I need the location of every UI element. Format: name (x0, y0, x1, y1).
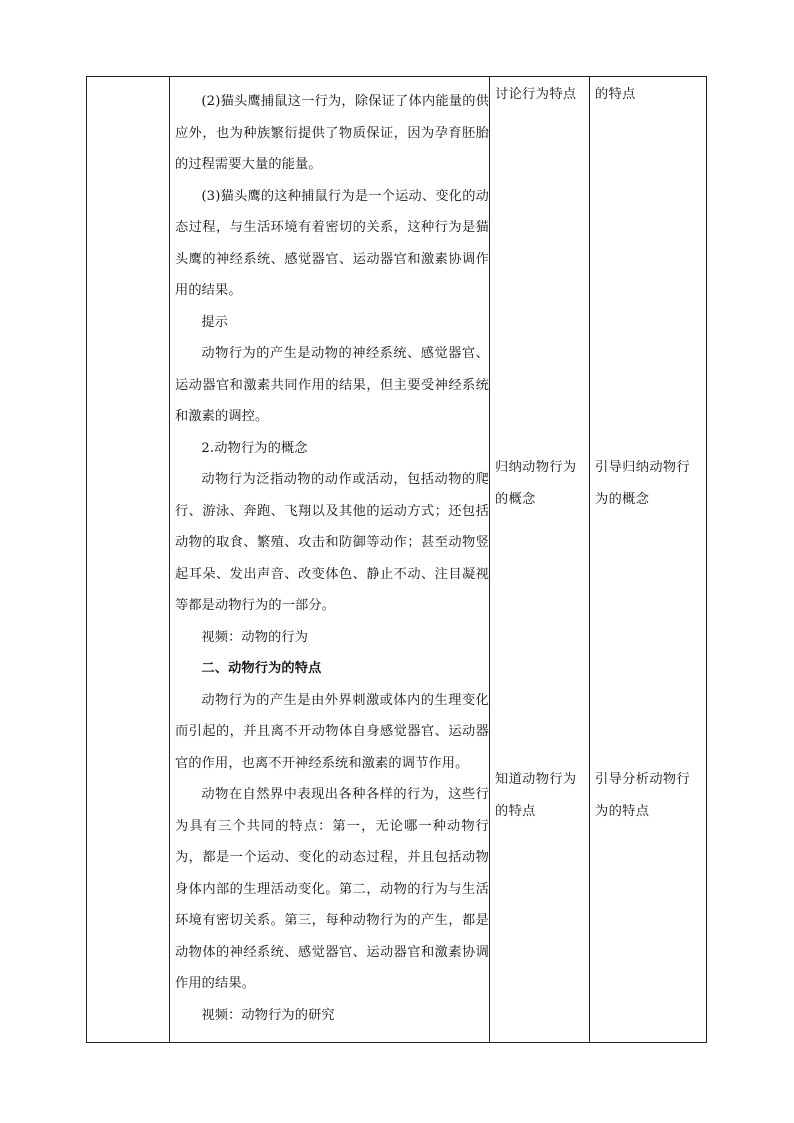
paragraph: 动物在自然界中表现出各种各样的行为，这些行为具有三个共同的特点：第一，无论哪一种动物行为，都是一个运动、变化的动态过程，并且包括动物身体内部的生理活动变化。第二，动物的行为与生活环境有密切关系。第三，每种动物行为的产生，都是动物体的神经系统、感觉器官、运动器官和激素协调作用的结果。 (175, 787, 489, 991)
student-activity-line: 讨论行为特点 (495, 87, 577, 102)
teacher-activity-line: 引导分析动物行 (595, 772, 691, 787)
teacher-activity-line: 为的概念 (595, 491, 650, 507)
paragraph: 动物行为的产生是由外界刺激或体内的生理变化而引起的，并且离不开动物体自身感觉器官、运动器官的作用，也离不开神经系统和激素的调节作用。 (175, 692, 489, 771)
video-caption: 视频：动物行为的研究 (201, 1007, 335, 1023)
student-activity-line: 知道动物行为 (495, 772, 577, 787)
teacher-activity (595, 764, 690, 827)
column-divider (489, 77, 490, 1042)
paragraph: (2)猫头鹰捕鼠这一行为，除保证了体内能量的供应外，也为种族繁衍提供了物质保证，因为孕育胚胎的过程需要大量的能量。 (175, 94, 489, 172)
paragraph: 动物行为的产生是动物的神经系统、感觉器官、运动器官和激素共同作用的结果，但主要受神经系统和激素的调控。 (175, 346, 489, 424)
student-activity (495, 764, 577, 827)
teacher-activity-line: 的特点 (595, 87, 636, 102)
teacher-activity (595, 79, 636, 111)
paragraph: 提示 (201, 314, 229, 330)
paragraph: 动物行为泛指动物的动作或活动，包括动物的爬行、游泳、奔跑、飞翔以及其他的运动方式；还包括动物的取食、繁殖、攻击和防御等动作；甚至动物竖起耳朵、发出声音、改变体色、静止不动、注目凝视等都是动物行为的一部分。 (175, 472, 489, 613)
teacher-activity-line: 为的特点 (595, 803, 650, 819)
column-divider (169, 77, 170, 1042)
student-activity-line: 的概念 (495, 491, 536, 507)
teacher-activity (595, 452, 690, 515)
section-subheading: 2.动物行为的概念 (201, 440, 308, 456)
teacher-activity-line: 引导归纳动物行 (595, 460, 691, 475)
section-heading: 二、动物行为的特点 (201, 661, 322, 676)
lesson-table (86, 76, 707, 1043)
column-divider (589, 77, 590, 1042)
student-activity (495, 79, 577, 111)
content-cell (175, 86, 489, 1031)
video-caption: 视频：动物的行为 (201, 629, 309, 645)
student-activity-line: 归纳动物行为 (495, 460, 577, 475)
student-activity-line: 的特点 (495, 803, 536, 819)
paragraph: (3)猫头鹰的这种捕鼠行为是一个运动、变化的动态过程，与生活环境有着密切的关系，这种行为是猫头鹰的神经系统、感觉器官、运动器官和激素协调作用的结果。 (175, 188, 489, 298)
student-activity (495, 452, 577, 515)
